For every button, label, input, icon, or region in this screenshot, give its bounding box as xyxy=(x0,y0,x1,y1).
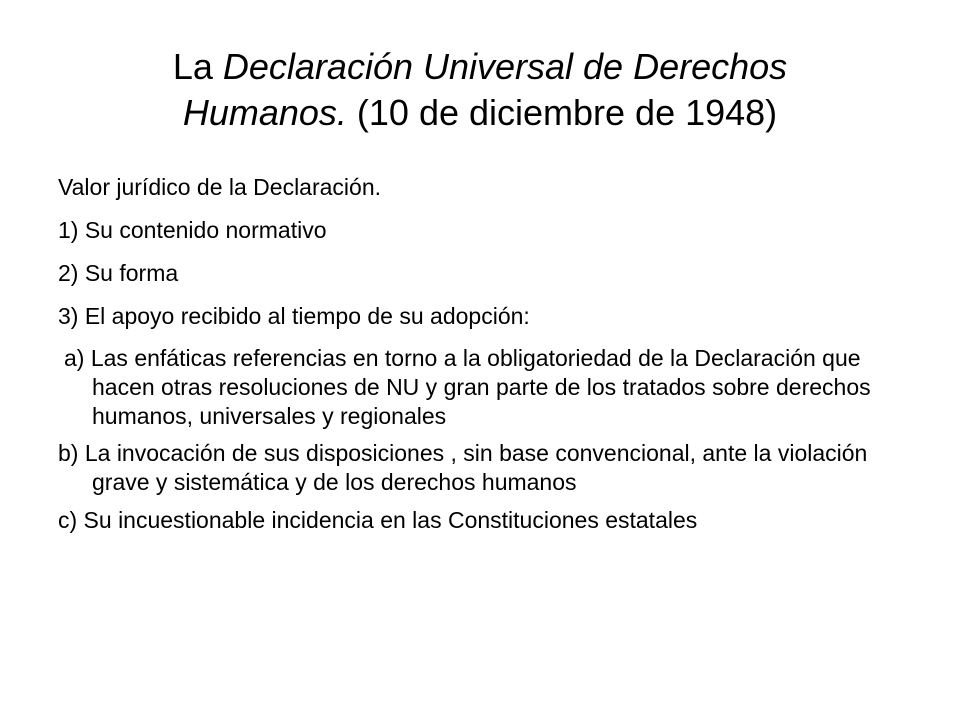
title-italic-line2: Humanos. xyxy=(182,92,347,133)
slide-title xyxy=(80,44,880,136)
title-italic-line1: Declaración Universal de Derechos xyxy=(222,46,788,87)
title-prefix: La xyxy=(172,46,223,87)
title-date: (10 de diciembre de 1948) xyxy=(346,92,778,133)
list-item-1: 1) Su contenido normativo xyxy=(58,217,327,243)
body-heading: Valor jurídico de la Declaración. xyxy=(58,174,382,200)
list-item-2: 2) Su forma xyxy=(58,260,179,286)
sub-item-a: a) Las enfáticas referencias en torno a la obligatoriedad de la Declaración que hacen otras resoluciones de NU y gran parte de los tratados sobre derechos humanos, universales y regionales xyxy=(64,345,871,429)
slide-body xyxy=(58,172,898,548)
list-item-3: 3) El apoyo recibido al tiempo de su adopción: xyxy=(58,303,530,329)
sub-item-b: b) La invocación de sus disposiciones , sin base convencional, ante la violación grave y sistemática y de los derechos humanos xyxy=(58,440,868,495)
sub-item-c: c) Su incuestionable incidencia en las Constituciones estatales xyxy=(58,507,698,533)
